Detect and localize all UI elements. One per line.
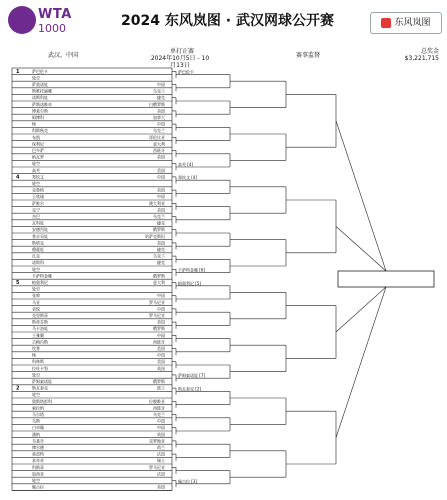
player-name: 克鲁格 — [32, 187, 44, 193]
player-country: 中国 — [157, 352, 165, 358]
player-country: 中国 — [157, 82, 165, 87]
player-country: 意大利 — [153, 280, 165, 285]
player-country: 美国 — [157, 154, 165, 160]
player-name: 萨维尔 — [32, 200, 44, 206]
player-country: 西班牙 — [153, 148, 165, 153]
player-name: 博莱尔斯 — [32, 108, 48, 114]
player-name: 马亚 — [32, 299, 40, 305]
logo-level: 1000 — [38, 22, 66, 35]
player-name: 白卓璇 — [32, 425, 44, 431]
supervisor: 赛事监督 — [296, 52, 321, 59]
player-country: 俄罗斯 — [153, 379, 165, 384]
r2-player-name: 斯瓦泰克 [2] — [178, 386, 201, 392]
player-country: 中国 — [157, 174, 165, 180]
player-country: 美国 — [157, 484, 165, 490]
player-name: 斯塔克 — [32, 240, 44, 246]
seed-number: 4 — [16, 174, 20, 181]
r2-player-name: 郑钦文 [4] — [178, 175, 197, 181]
player-country: 拉脱维亚 — [149, 398, 165, 404]
player-country: 中国 — [157, 121, 165, 127]
player-name: 萨莫诺娃 — [32, 82, 48, 87]
player-country: 中国 — [157, 293, 165, 299]
player-name: 科斯蒂 — [32, 464, 44, 470]
player-country: 英国 — [157, 431, 165, 437]
player-country: 加拿大 — [153, 115, 165, 120]
player-country: 美国 — [157, 359, 165, 365]
player-country: 罗马尼亚 — [149, 299, 165, 305]
player-name: 潘纳 — [32, 431, 40, 437]
player-name: 科斯秋克 — [32, 128, 48, 134]
player-country: 波兰 — [157, 385, 165, 391]
player-name: 轮空 — [32, 161, 40, 167]
player-country: 中国 — [157, 425, 165, 431]
player-name: 萨姆索诺娃 — [32, 379, 52, 384]
player-country: 美国 — [157, 207, 165, 213]
player-name: 斯瓦泰克 — [32, 385, 48, 391]
player-country: 乌克兰 — [153, 412, 165, 417]
player-country: 美国 — [157, 108, 165, 114]
player-country: 西班牙 — [153, 405, 165, 411]
player-country: 罗马尼亚 — [149, 464, 165, 470]
seed-number: 2 — [16, 385, 20, 392]
player-country: 乌克兰 — [153, 253, 165, 259]
dates: 2024年10月5日 - 10月13日 — [150, 55, 210, 69]
player-name: 穆霍娃 — [32, 247, 44, 252]
player-name: 轮空 — [32, 286, 40, 292]
r2-player-name: 萨巴伦卡 — [178, 69, 194, 75]
player-name: 杰巴 — [32, 214, 40, 219]
player-name: 乌斯 — [32, 418, 40, 424]
player-name: 张帅 — [32, 293, 40, 299]
player-country: 法国 — [157, 451, 165, 457]
player-name: 博尔德 — [32, 445, 44, 450]
player-name: 袁悦 — [32, 306, 40, 312]
player-country: 美国 — [157, 187, 165, 193]
player-country: 捷克 — [157, 247, 165, 252]
r2-player-name: 萨姆索诺娃 [7] — [178, 373, 205, 379]
r2-player-name: 卡萨特金娜 [6] — [178, 267, 205, 273]
player-name: 马卡洛娃 — [32, 326, 48, 332]
player-name: 巴多萨 — [32, 148, 44, 153]
player-country: 哥伦比亚 — [149, 134, 165, 140]
player-name: 韦基奇 — [32, 438, 44, 444]
player-country: 乌克兰 — [153, 128, 165, 134]
player-country: 英国 — [157, 365, 165, 371]
player-name: 保利尼 — [32, 141, 44, 147]
player-country: 白俄罗斯 — [149, 101, 165, 107]
player-name: 莫雷特 — [32, 451, 44, 457]
player-name: 奥斯塔彭科 — [32, 398, 52, 404]
player-name: 克里斯蒂 — [32, 313, 48, 318]
player-name: 轮空 — [32, 372, 40, 378]
player-country: 美国 — [157, 240, 165, 246]
player-name: 高芙 — [32, 167, 40, 173]
player-name: 索拉纳 — [32, 405, 44, 411]
r2-player-name: 佩古拉 [3] — [178, 478, 197, 484]
player-name: 郑钦文 — [32, 174, 44, 180]
player-country: 乌克兰 — [153, 88, 165, 94]
player-country: 西班牙 — [153, 339, 165, 345]
player-name: 克宁 — [32, 207, 40, 213]
player-name: 佩古拉 — [32, 484, 44, 490]
champion-box — [338, 271, 434, 287]
player-name: 本奇奇 — [32, 458, 44, 464]
player-country: 荷兰 — [157, 445, 165, 450]
prize-value: $3,221,715 — [404, 55, 439, 62]
player-country: 中国 — [157, 332, 165, 338]
player-country: 俄罗斯 — [153, 326, 165, 332]
player-name: 加西亚 — [32, 471, 44, 477]
seed-number: 5 — [16, 280, 20, 286]
player-country: 瑞士 — [157, 458, 165, 464]
player-name: 普京采娃 — [32, 233, 48, 239]
player-country: 中国 — [157, 306, 165, 312]
player-country: 乌克兰 — [153, 214, 165, 219]
city: 武汉，中国 — [48, 52, 79, 59]
player-country: 美国 — [157, 319, 165, 325]
r2-player-name: 帕奥利尼 [5] — [178, 280, 201, 286]
player-country: 意大利 — [153, 141, 165, 147]
player-name: 王欣瑜 — [32, 194, 44, 200]
player-name: 斯蒂芬斯 — [32, 319, 48, 325]
player-name: 卡萨特金娜 — [32, 273, 52, 279]
player-name: 坎普 — [32, 346, 40, 351]
player-country: 捷克 — [157, 220, 165, 226]
player-country: 捷克 — [157, 95, 165, 101]
player-name: 安德烈娃 — [32, 227, 48, 233]
r2-player-name: 高芙 [4] — [178, 162, 193, 167]
player-country: 澳大利亚 — [149, 200, 165, 206]
player-country: 克罗地亚 — [149, 438, 165, 444]
player-name: 轮空 — [32, 75, 40, 81]
player-name: 科林斯 — [32, 359, 44, 365]
seed-number: 1 — [16, 68, 20, 75]
player-country: 罗马尼亚 — [149, 313, 165, 318]
player-name: 马尔塔 — [32, 412, 44, 417]
player-name: 拉杜卡努 — [32, 365, 48, 371]
player-country: 美国 — [157, 167, 165, 173]
player-name: 萨巴伦卡 — [32, 68, 48, 74]
player-country: 捷克 — [157, 260, 165, 266]
player-country: 哈萨克斯坦 — [145, 233, 165, 239]
player-country: 中国 — [157, 418, 165, 424]
prize-label: 总奖金 — [420, 48, 439, 55]
player-name: 轮空 — [32, 181, 40, 186]
player-name: 杨 — [32, 121, 36, 127]
player-name: 杨 — [32, 352, 36, 358]
sponsor-text: 东风岚图 — [394, 18, 431, 28]
player-name: 萨斯诺维奇 — [32, 101, 52, 107]
logo-text: WTA — [38, 7, 72, 22]
player-country: 俄罗斯 — [153, 227, 165, 233]
player-name: 轮空 — [32, 478, 40, 483]
player-name: 诺斯科 — [32, 260, 44, 266]
player-name: 扎克 — [32, 253, 40, 259]
player-name: 诺斯科娃 — [32, 95, 48, 101]
page-title: 2024 东风岚图 · 武汉网球公开赛 — [121, 13, 334, 29]
player-name: 纳瓦罗 — [32, 154, 44, 160]
player-country: 中国 — [157, 194, 165, 200]
player-name: 吉梅内斯 — [32, 339, 48, 345]
player-name: 瓦科娃 — [32, 220, 44, 226]
draw-label: 单打正赛 — [169, 48, 194, 55]
player-name: 布凯 — [32, 134, 40, 140]
player-name: 轮空 — [32, 266, 40, 272]
player-country: 俄罗斯 — [153, 273, 165, 279]
player-name: 斯维托丽娜 — [32, 88, 52, 94]
player-country: 美国 — [157, 346, 165, 351]
player-name: 帕奥利尼 — [32, 280, 48, 285]
player-name: 王雅繁 — [32, 332, 44, 338]
player-name: 轮空 — [32, 392, 40, 398]
player-name: 姆博科 — [32, 115, 44, 120]
player-country: 法国 — [157, 471, 165, 477]
